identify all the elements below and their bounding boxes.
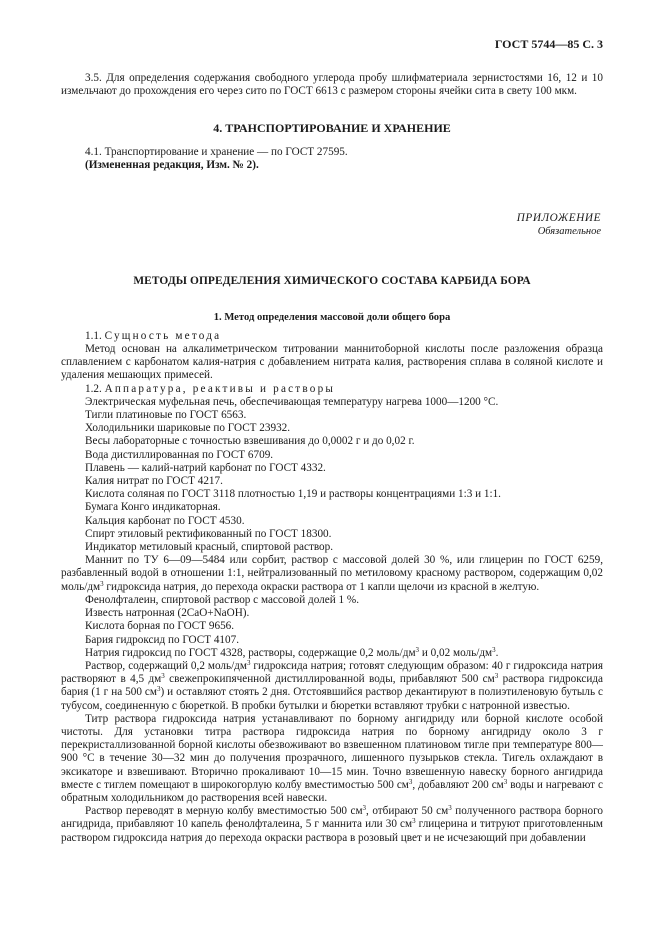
appendix-label: ПРИЛОЖЕНИЕ xyxy=(516,212,601,225)
principle-text: Метод основан на алкалиметрическом титровании маннитоборной кислоты после разложения образца сплавлением с карбонатом калия-натрия с добавлением нитрата калия, растворения сплава в соляной кислоте и удаления мешающих примесей. xyxy=(61,343,603,382)
running-header: ГОСТ 5744—85 С. 3 xyxy=(494,37,603,51)
appendix-label-block xyxy=(61,212,603,238)
list-item: Холодильники шариковые по ГОСТ 23932. xyxy=(85,422,291,435)
list-item: Весы лабораторные с точностью взвешивания до 0,0002 г и до 0,02 г. xyxy=(85,435,415,448)
list-item: Плавень — калий-натрий карбонат по ГОСТ 4332. xyxy=(85,461,326,474)
paragraph-4-1: 4.1. Транспортирование и хранение — по ГОСТ 27595. xyxy=(85,145,348,158)
method-1-title: 1. Метод определения массовой доли общего бора xyxy=(213,311,451,323)
subsection-1-1-heading xyxy=(61,330,603,343)
sodium-hydroxide-item: Натрия гидроксид по ГОСТ 4328, растворы, содержащие 0,2 моль/$дм^3$ и 0,02 моль/$дм^3$. xyxy=(85,645,499,659)
appendix-title: МЕТОДЫ ОПРЕДЕЛЕНИЯ ХИМИЧЕСКОГО СОСТАВА КАРБИДА БОРА xyxy=(133,275,531,288)
list-item: Калия нитрат по ГОСТ 4217. xyxy=(85,475,223,488)
paragraph-3-5: 3.5. Для определения содержания свободного углерода пробу шлифматериала зернистостями 16, 12 и 10 измельчают до прохождения его через сито по ГОСТ 6613 с размером стороны ячейки сита в свету 100 мкм. xyxy=(61,72,603,98)
solution-preparation-paragraph: Раствор, содержащий 0,2 моль/$дм^3$ гидроксида натрия; готовят следующим образом: 40 г гидроксида натрия растворяют в 4,5 $дм^3$ свежепрокипяченной дистиллированной воды, прибавляют 500 $см^3$ раствора гидроксида бария (1 г на 500 $см^3$) и оставляют стоять 2 дня. Отстоявшийся раствор декантируют в полиэтиленовую бутыль с тубусом, соединенную с бюреткой. В пробки бутылки и бюретки вставляют трубки с натронной известью. xyxy=(61,658,604,712)
list-item: Кальция карбонат по ГОСТ 4530. xyxy=(85,514,245,527)
list-item: Индикатор метиловый красный, спиртовой раствор. xyxy=(85,541,334,554)
subsection-1-2-heading xyxy=(61,383,603,396)
subsection-1-2-number: 1.2. xyxy=(85,382,102,395)
titration-paragraph: Раствор переводят в мерную колбу вместимостью 500 $см^3$, отбирают 50 $см^3$ полученного раствора борного ангидрида, прибавляют 10 капель фенолфталеина, 5 г маннита или 30 $см^3$ глицерина и титруют приготовленным раствором гидроксида натрия до перехода окраски раствора в розовый цвет и не исчезающий при добавлении xyxy=(61,804,603,844)
reagent-list xyxy=(61,594,603,647)
appendix-status: Обязательное xyxy=(537,226,601,238)
amendment-note: (Измененная редакция, Изм. № 2). xyxy=(85,158,259,171)
list-item: Тигли платиновые по ГОСТ 6563. xyxy=(85,409,247,422)
subsection-1-2-title: Аппаратура, реактивы и растворы xyxy=(104,382,336,395)
list-item: Кислота борная по ГОСТ 9656. xyxy=(85,620,235,633)
list-item: Кислота соляная по ГОСТ 3118 плотностью 1,19 и растворы концентрациями 1:3 и 1:1. xyxy=(85,488,501,501)
list-item: Бария гидроксид по ГОСТ 4107. xyxy=(85,633,240,646)
list-item: Спирт этиловый ректификованный по ГОСТ 18300. xyxy=(85,527,332,540)
mannitol-paragraph: Маннит по ТУ 6—09—5484 или сорбит, раствор с массовой долей 30 %, или глицерин по ГОСТ 6259, разбавленный водой в отношении 1:1, нейтрализованный по метиловому красному раствором, содержащим 0,02 моль/$дм^3$ гидроксида натрия, до перехода окраски раствора от 1 капли щелочи из красной в желтую. xyxy=(61,554,603,593)
titer-paragraph: Титр раствора гидроксида натрия устанавливают по борному ангидриду или борной кислоте особой чистоты. Для установки титра раствора гидроксида натрия по борному ангидриду около 3 г перекристаллизованной борной кислоты обезвоживают во взвешенном платиновом тигле при температуре 800—900 °С в течение 30—32 мин до получения прозрачного, лишенного пузырьков стекла. Тигель охлаждают в эксикаторе и взвешивают. Вторично прокаливают 10—15 мин. Точно взвешенную навеску борного ангидрида вместе с тиглем помещают в широкогорлую колбу вместимостью 500 $см^3$, добавляют 200 $см^3$ воды и нагревают с обратным холодильником до растворения всей навески. xyxy=(61,712,603,804)
section-4-title: 4. ТРАНСПОРТИРОВАНИЕ И ХРАНЕНИЕ xyxy=(213,121,451,136)
list-item: Бумага Конго индикаторная. xyxy=(85,501,221,514)
list-item: Известь натронная (2CaO+NaOH). xyxy=(85,607,250,620)
subsection-1-1-title: Сущность метода xyxy=(104,329,222,342)
list-item: Электрическая муфельная печь, обеспечивающая температуру нагрева 1000—1200 °С. xyxy=(85,395,499,408)
equipment-list xyxy=(61,396,603,554)
list-item: Фенолфталеин, спиртовой раствор с массовой долей 1 %. xyxy=(85,593,360,606)
list-item: Вода дистиллированная по ГОСТ 6709. xyxy=(85,448,274,461)
subsection-1-1-number: 1.1. xyxy=(85,329,102,342)
